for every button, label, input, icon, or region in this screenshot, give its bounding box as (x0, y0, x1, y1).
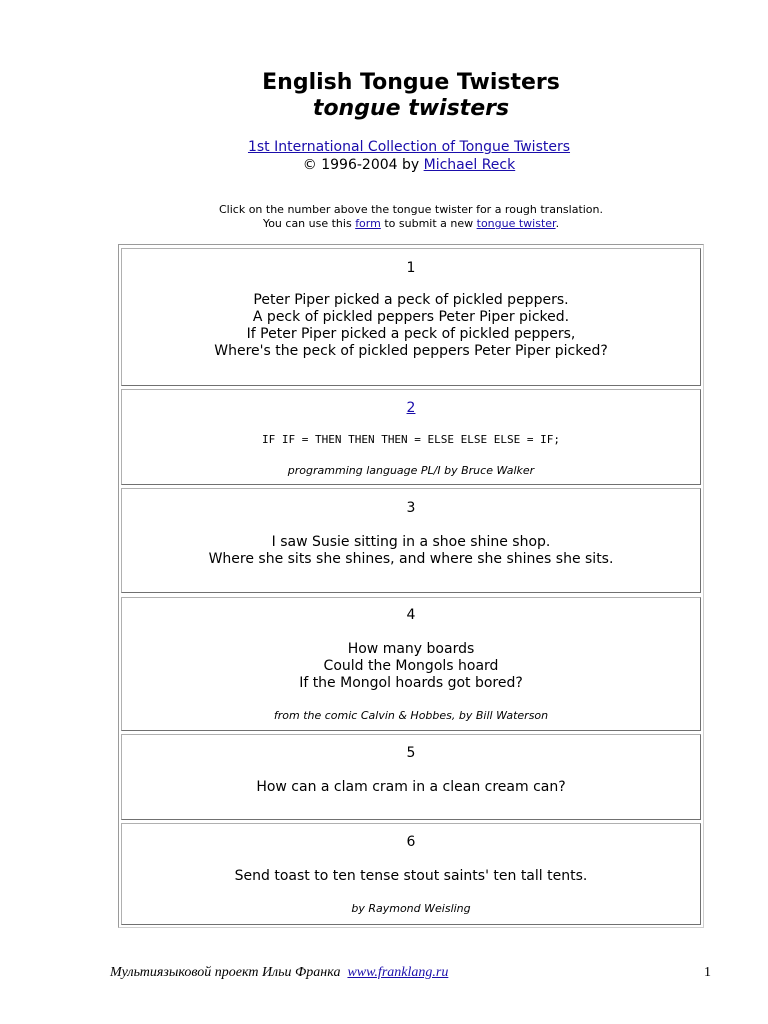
twister-card-5 (121, 734, 701, 820)
collection-line (0, 139, 768, 156)
twister-code-2: IF IF = THEN THEN THEN = ELSE ELSE ELSE = IF; (261, 433, 560, 446)
twister-line: If Peter Piper picked a peck of pickled peppers, (246, 326, 576, 342)
twister-number-2-link[interactable]: 2 (406, 400, 416, 416)
twister-line: Peter Piper picked a peck of pickled peppers. (253, 292, 569, 308)
twister-credit-6: by Raymond Weisling (351, 902, 471, 915)
twister-credit-2: programming language PL/I by Bruce Walker (287, 464, 535, 477)
twister-line: Could the Mongols hoard (323, 658, 499, 674)
instructions-text-c: . (555, 217, 560, 230)
twister-line: A peck of pickled peppers Peter Piper picked. (252, 309, 570, 325)
twister-number-1[interactable]: 1 (406, 260, 416, 276)
twister-card-3 (121, 488, 701, 593)
twister-line: How many boards (347, 641, 475, 657)
twister-text-5 (122, 779, 700, 796)
twister-card-1 (121, 248, 701, 386)
footer-page-number: 1 (704, 965, 711, 980)
twister-card-2 (121, 389, 701, 485)
tongue-twister-link[interactable]: tongue twister (476, 217, 556, 230)
twister-text-1 (122, 292, 700, 360)
twister-card-6 (121, 823, 701, 925)
author-link[interactable]: Michael Reck (423, 157, 516, 173)
twister-text-6 (122, 868, 700, 885)
footer-site-link[interactable]: www.franklang.ru (347, 965, 449, 980)
twister-credit-4: from the comic Calvin & Hobbes, by Bill Waterson (273, 709, 549, 722)
collection-link[interactable]: 1st International Collection of Tongue Twisters (247, 139, 571, 155)
instructions-text-b: to submit a new (380, 217, 477, 230)
twister-text-4 (122, 641, 700, 692)
twister-number-6[interactable]: 6 (406, 834, 416, 850)
twister-line: Where's the peck of pickled peppers Peter Piper picked? (214, 343, 608, 359)
page-title: English Tongue Twisters (262, 70, 560, 95)
twister-text-3 (122, 534, 700, 568)
copyright-text: © 1996-2004 by (302, 157, 424, 173)
twister-number-5[interactable]: 5 (406, 745, 416, 761)
twister-number-4[interactable]: 4 (406, 607, 416, 623)
form-link[interactable]: form (355, 217, 381, 230)
instructions-line-1: Click on the number above the tongue twister for a rough translation. (218, 203, 604, 216)
twister-number-3[interactable]: 3 (406, 500, 416, 516)
instructions-line-2 (0, 217, 768, 231)
twister-line: Where she sits she shines, and where she shines she sits. (208, 551, 614, 567)
twister-line: Send toast to ten tense stout saints' ten tall tents. (234, 868, 588, 884)
twister-number-2 (122, 400, 700, 417)
instructions-text-a: You can use this (262, 217, 356, 230)
twister-line: I saw Susie sitting in a shoe shine shop. (271, 534, 551, 550)
twister-line: If the Mongol hoards got bored? (299, 675, 523, 691)
twister-card-4 (121, 597, 701, 731)
page-subtitle: tongue twisters (312, 96, 510, 121)
footer-project-text: Мультиязыковой проект Ильи Франка (110, 965, 348, 980)
copyright-line (0, 157, 768, 174)
twister-line: How can a clam cram in a clean cream can? (256, 779, 566, 795)
footer-project (110, 964, 448, 981)
